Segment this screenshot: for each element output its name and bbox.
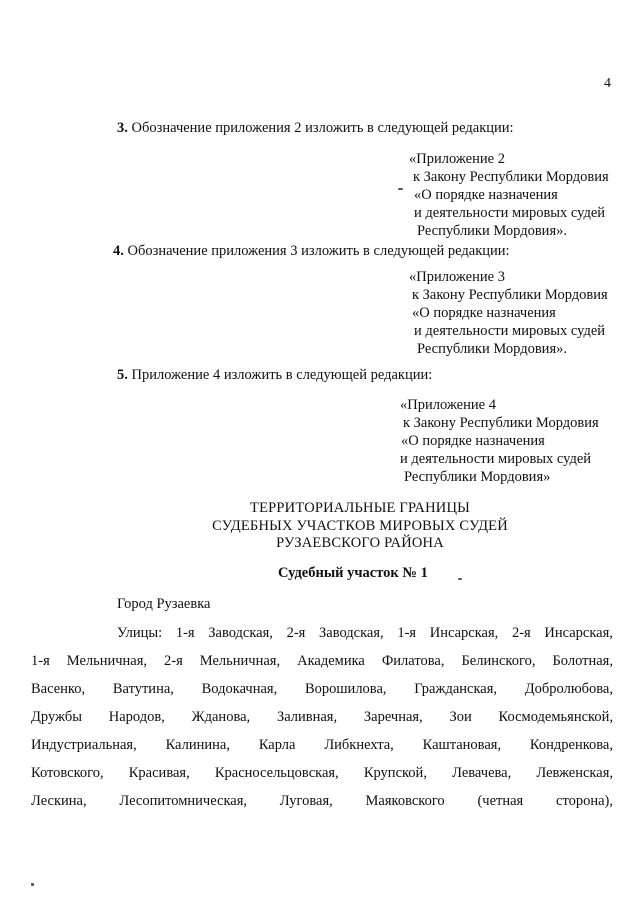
street-word: Васенко, <box>31 681 86 697</box>
scan-speck <box>458 578 462 580</box>
page-number: 4 <box>604 76 611 91</box>
street-word: Лесопитомническая, <box>119 793 248 809</box>
amendment-number: 5. <box>117 367 128 383</box>
section-title-line: СУДЕБНЫХ УЧАСТКОВ МИРОВЫХ СУДЕЙ <box>212 517 508 534</box>
street-word: Левженская, <box>536 765 613 781</box>
street-word: Дружбы <box>31 709 82 725</box>
street-word: 1-я <box>397 625 417 641</box>
street-word: Заводская, <box>208 625 273 641</box>
block-line: к Закону Республики Мордовия <box>412 287 608 303</box>
street-word: Болотная, <box>552 653 613 669</box>
city-name: Город Рузаевка <box>117 596 211 612</box>
section-title-line: РУЗАЕВСКОГО РАЙОНА <box>276 535 444 551</box>
block-line: Республики Мордовия». <box>417 341 567 357</box>
streets-line <box>31 653 613 670</box>
street-word: Инсарская, <box>429 625 499 641</box>
street-word: 1-я <box>31 653 50 669</box>
streets-line <box>31 737 613 754</box>
amendment-4-heading <box>113 243 510 260</box>
street-word: Филатова, <box>381 653 445 669</box>
block-line: и деятельности мировых судей <box>414 323 606 339</box>
block-line: и деятельности мировых судей <box>414 205 606 221</box>
street-word: Каштановая, <box>422 737 502 753</box>
street-word: Народов, <box>108 709 165 725</box>
streets-line <box>31 681 613 698</box>
street-word: 2-я <box>511 625 531 641</box>
street-word: Кондренкова, <box>529 737 613 753</box>
street-word: 2-я <box>164 653 183 669</box>
court-district-title: Судебный участок № 1 <box>278 565 428 581</box>
street-word: Улицы: <box>117 625 163 641</box>
section-title <box>40 500 640 553</box>
street-word: Космодемьянской, <box>498 709 613 725</box>
street-word: (четная <box>477 793 524 809</box>
block-line: «Приложение 2 <box>409 151 505 167</box>
street-word: Левачева, <box>452 765 512 781</box>
street-word: Мельничная, <box>66 653 148 669</box>
street-word: Калинина, <box>165 737 230 753</box>
block-line: Республики Мордовия» <box>404 469 551 485</box>
block-line: к Закону Республики Мордовия <box>403 415 599 431</box>
street-word: Заводская, <box>319 625 384 641</box>
block-line: «О порядке назначения <box>412 305 556 321</box>
amendment-3-heading <box>117 120 514 137</box>
street-word: Красносельцовская, <box>214 765 339 781</box>
street-word: 2-я <box>286 625 306 641</box>
street-word: Красивая, <box>128 765 190 781</box>
street-word: Котовского, <box>31 765 104 781</box>
street-word: Академика <box>297 653 365 669</box>
amendment-text: Обозначение приложения 2 изложить в следующей редакции: <box>127 120 514 136</box>
scan-speck <box>398 188 403 190</box>
streets-line <box>117 625 613 642</box>
street-word: Мельничная, <box>199 653 281 669</box>
appendix-3-block <box>405 268 608 358</box>
street-word: Гражданская, <box>414 681 498 697</box>
street-word: Индустриальная, <box>31 737 137 753</box>
street-word: Жданова, <box>191 709 251 725</box>
street-word: Маяковского <box>365 793 445 809</box>
street-word: Карла <box>258 737 296 753</box>
street-word: Добролюбова, <box>524 681 613 697</box>
street-word: Зои <box>449 709 472 725</box>
block-line: «О порядке назначения <box>401 433 545 449</box>
street-word: Водокачная, <box>201 681 278 697</box>
street-word: Лескина, <box>31 793 87 809</box>
street-word: Заречная, <box>363 709 423 725</box>
street-word: Ворошилова, <box>304 681 387 697</box>
street-word: Ватутина, <box>112 681 174 697</box>
streets-line <box>31 765 613 782</box>
block-line: Республики Мордовия». <box>417 223 567 239</box>
street-word: Либкнехта, <box>324 737 394 753</box>
block-line: «Приложение 4 <box>400 397 496 413</box>
street-word: сторона), <box>556 793 613 809</box>
section-title-line: ТЕРРИТОРИАЛЬНЫЕ ГРАНИЦЫ <box>250 500 470 516</box>
amendment-number: 4. <box>113 243 124 259</box>
street-word: Луговая, <box>279 793 333 809</box>
amendment-5-heading <box>117 367 432 384</box>
block-line: и деятельности мировых судей <box>400 451 592 467</box>
streets-line <box>31 793 613 810</box>
streets-line <box>31 709 613 726</box>
block-line: «Приложение 3 <box>409 269 505 285</box>
street-word: Инсарская, <box>544 625 613 641</box>
amendment-text: Приложение 4 изложить в следующей редакции: <box>127 367 433 383</box>
street-word: Заливная, <box>276 709 338 725</box>
block-line: «О порядке назначения <box>414 187 558 203</box>
amendment-number: 3. <box>117 120 128 136</box>
scan-speck <box>31 883 34 886</box>
street-word: Крупской, <box>363 765 427 781</box>
amendment-text: Обозначение приложения 3 изложить в следующей редакции: <box>123 243 510 259</box>
appendix-2-block <box>405 150 609 240</box>
appendix-4-block <box>396 396 599 486</box>
block-line: к Закону Республики Мордовия <box>413 169 609 185</box>
street-word: 1-я <box>175 625 195 641</box>
street-word: Белинского, <box>461 653 536 669</box>
